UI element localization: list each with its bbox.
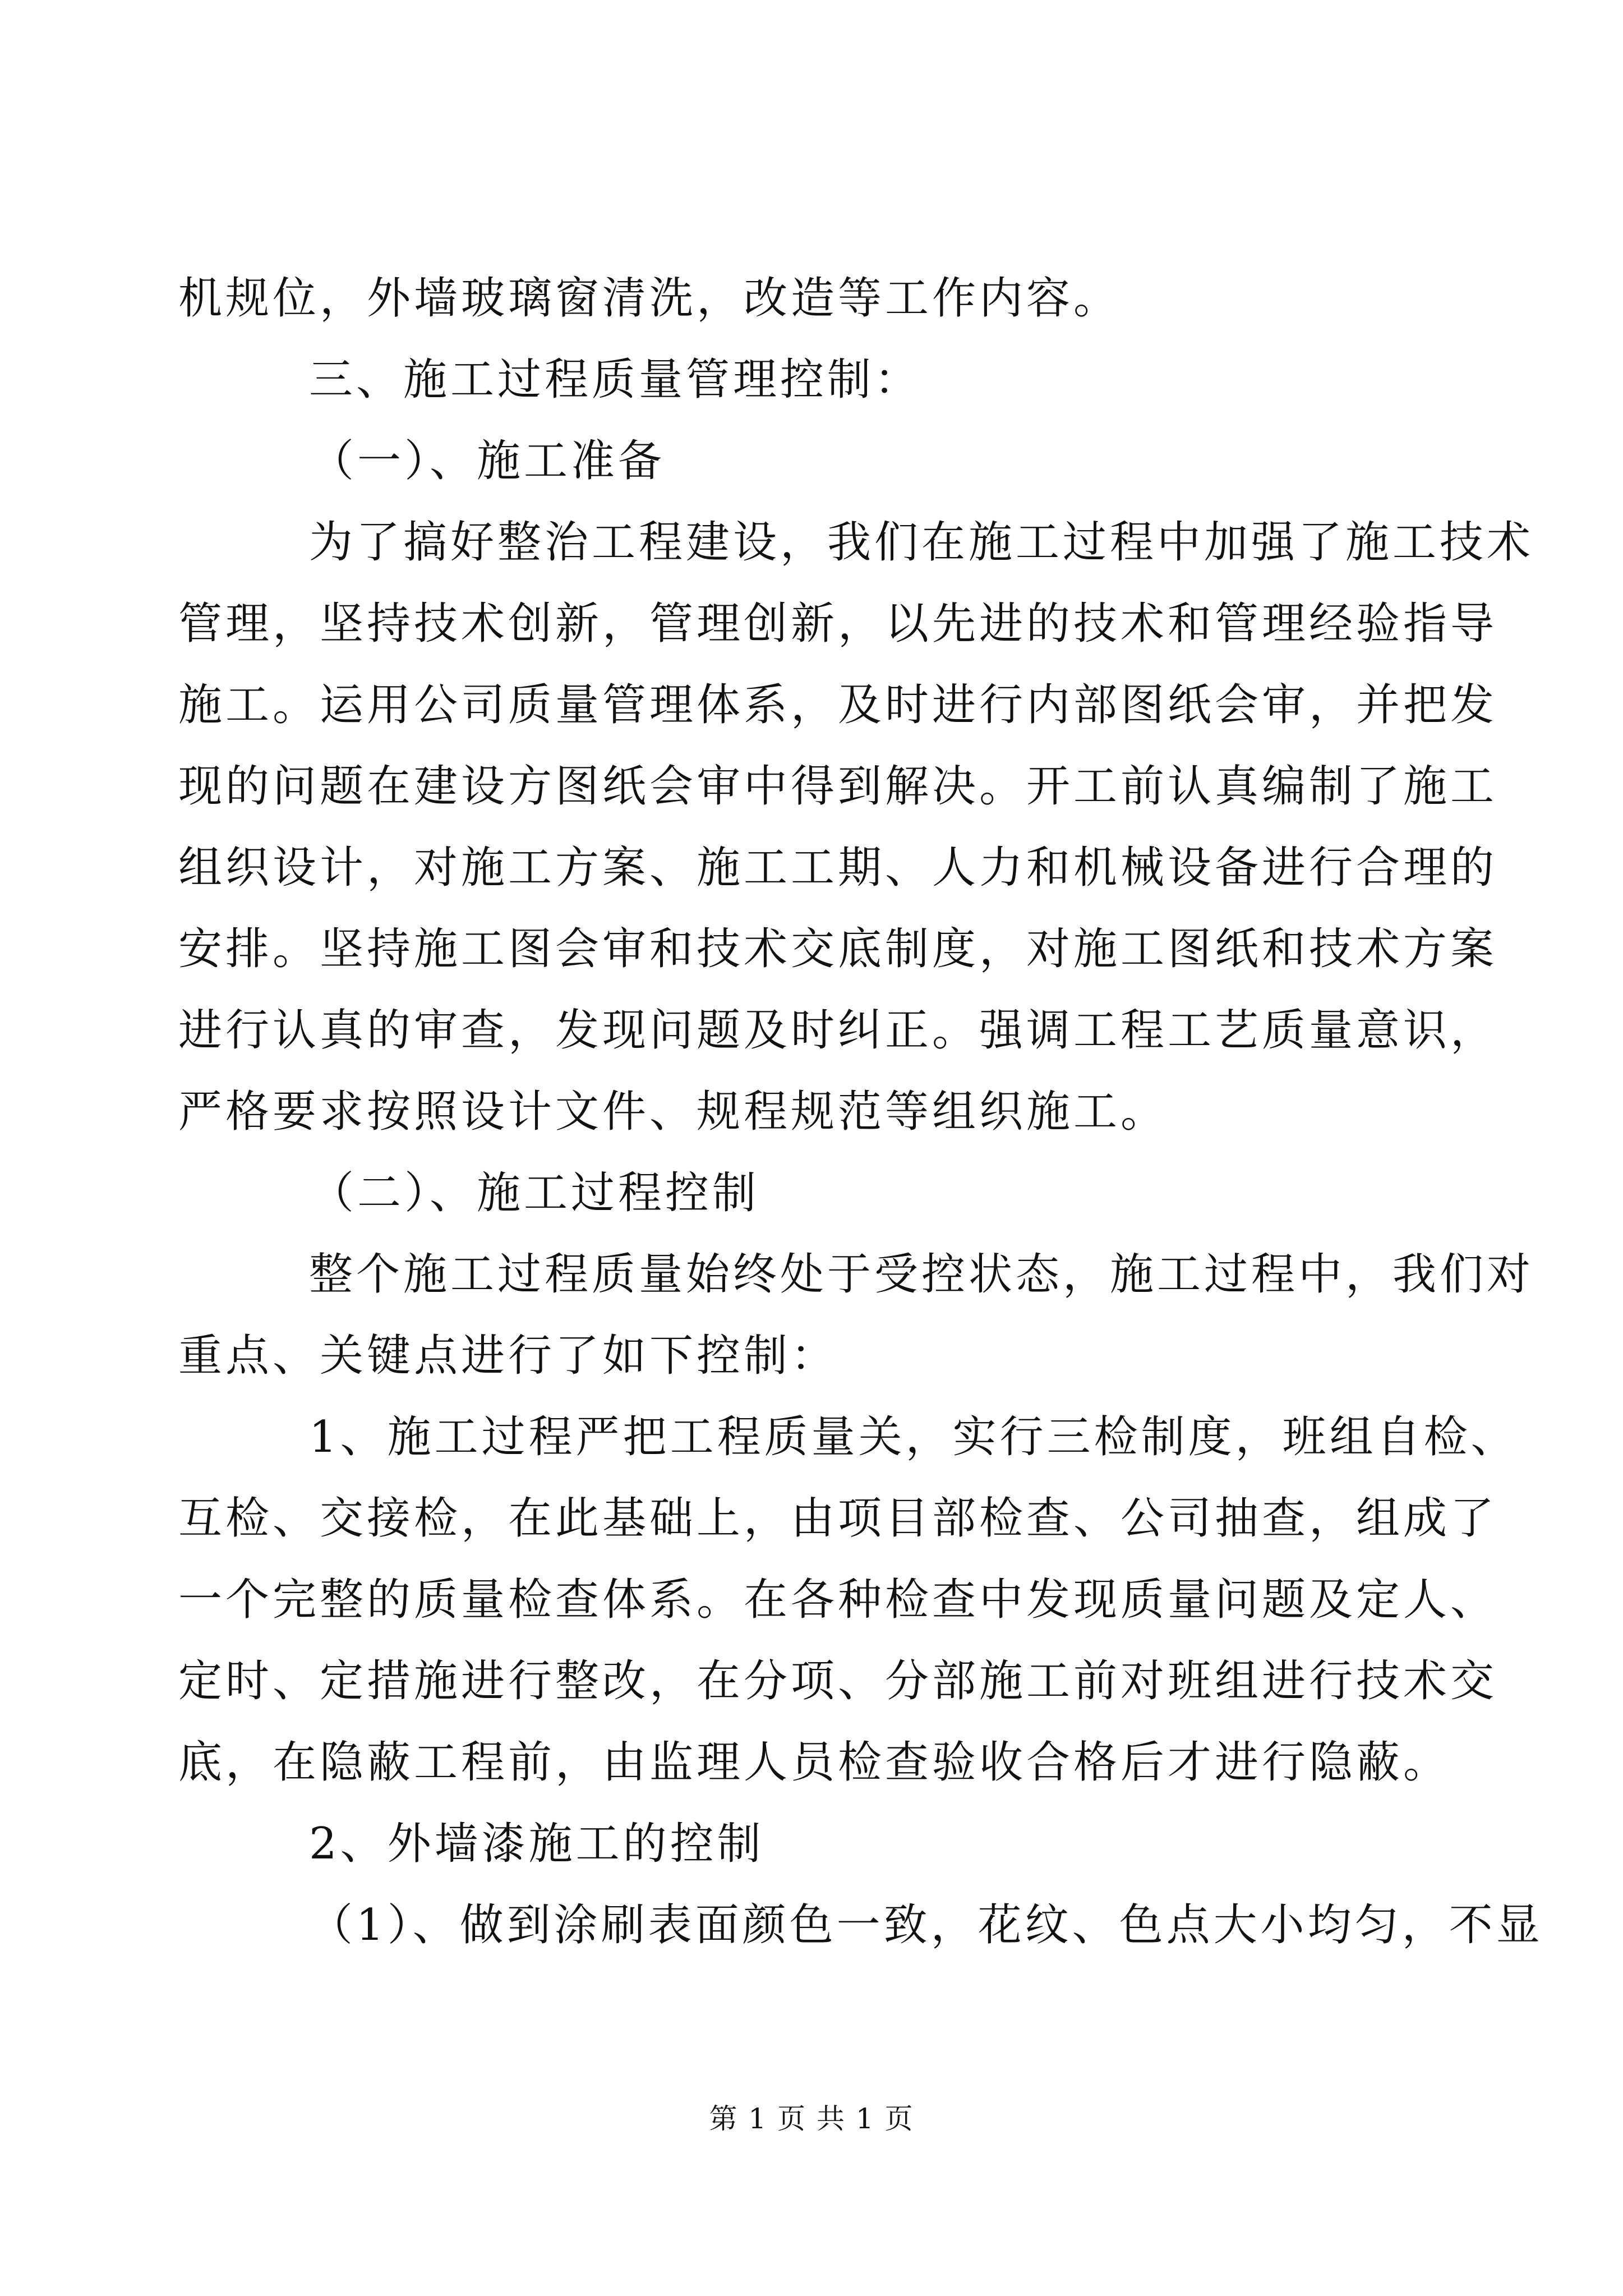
text-line-4: 为了搞好整治工程建设，我们在施工过程中加强了施工技术 [309,517,1534,568]
page-footer: 第 1 页 共 1 页 [709,2102,914,2135]
text-line-1: 机规位，外墙玻璃窗清洗，改造等工作内容。 [178,273,1121,324]
text-line-16: 互检、交接检，在此基础上，由项目部检查、公司抽查，组成了 [178,1493,1498,1544]
text-line-14: 重点、关键点进行了如下控制： [178,1331,838,1381]
text-line-5: 管理，坚持技术创新，管理创新，以先进的技术和管理经验指导 [178,599,1498,649]
subsection-heading-2: （二）、施工过程控制 [310,1168,760,1218]
text-line-7: 现的问题在建设方图纸会审中得到解决。开工前认真编制了施工 [178,761,1498,812]
text-line-11: 严格要求按照设计文件、规程规范等组织施工。 [178,1087,1168,1137]
text-line-15: 1、施工过程严把工程质量关，实行三检制度，班组自检、 [309,1412,1518,1462]
text-line-20: 2、外墙漆施工的控制 [309,1819,764,1869]
text-line-17: 一个完整的质量检查体系。在各种检查中发现质量问题及定人、 [178,1575,1498,1625]
text-line-10: 进行认真的审查，发现问题及时纠正。强调工程工艺质量意识， [178,1005,1498,1056]
subsection-heading-1: （一）、施工准备 [310,436,666,486]
text-line-13: 整个施工过程质量始终处于受控状态，施工过程中，我们对 [309,1249,1534,1300]
text-line-21: （1）、做到涂刷表面颜色一致，花纹、色点大小均匀，不显 [309,1900,1543,1950]
text-line-19: 底，在隐蔽工程前，由监理人员检查验收合格后才进行隐蔽。 [178,1737,1451,1788]
section-heading-3: 三、施工过程质量管理控制： [309,355,922,405]
text-line-6: 施工。运用公司质量管理体系，及时进行内部图纸会审，并把发 [178,680,1498,730]
text-line-9: 安排。坚持施工图会审和技术交底制度，对施工图纸和技术方案 [178,924,1498,974]
text-line-8: 组织设计，对施工方案、施工工期、人力和机械设备进行合理的 [178,843,1498,893]
text-line-18: 定时、定措施进行整改，在分项、分部施工前对班组进行技术交 [178,1656,1498,1706]
